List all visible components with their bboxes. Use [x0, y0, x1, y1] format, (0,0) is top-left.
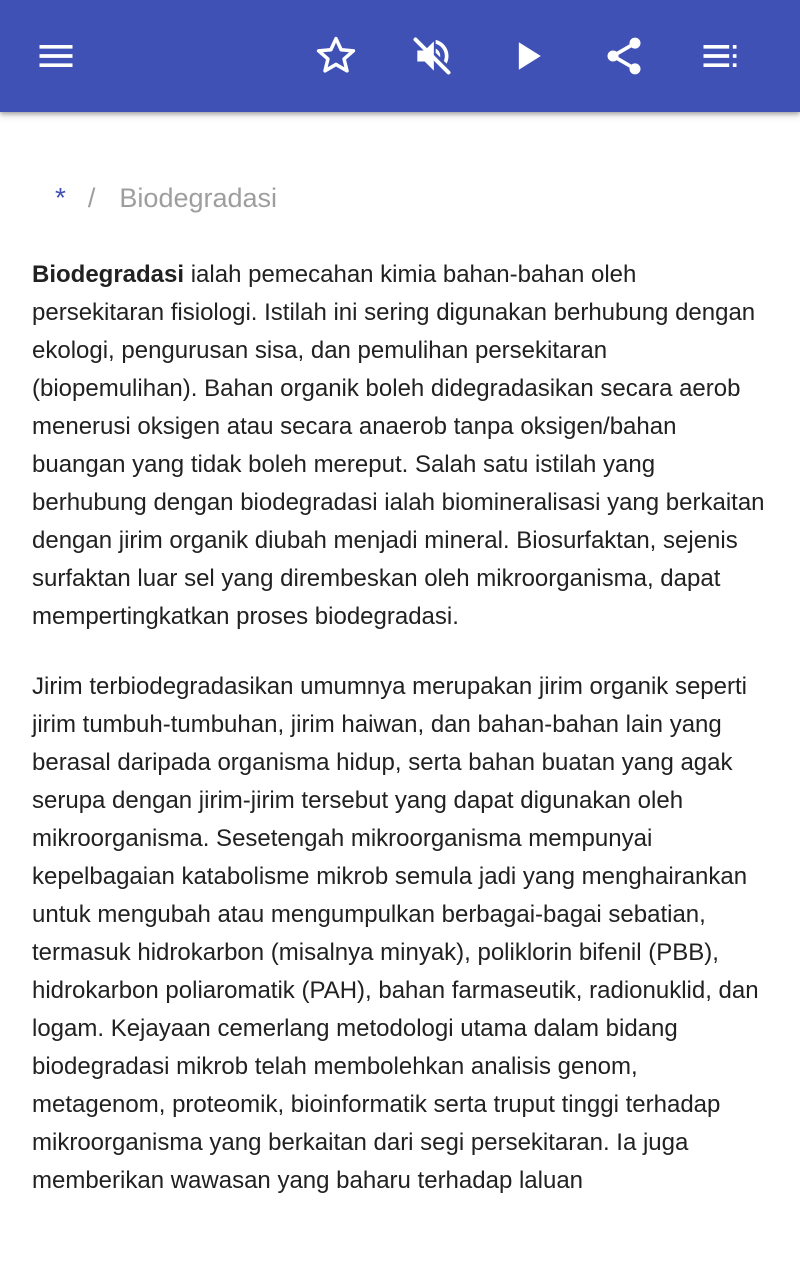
article-paragraph-text: ialah pemecahan kimia bahan-bahan oleh persekitaran fisiologi. Istilah ini sering digunakan berhubung dengan ekologi, pengurusan sisa, dan pemulihan persekitaran (biopemulihan). Bahan organik boleh didegradasikan secara aerob menerusi oksigen atau secara anaerob tanpa oksigen/bahan buangan yang tidak boleh mereput. Salah satu istilah yang berhubung dengan biodegradasi ialah biomineralisasi yang berkaitan dengan jirim organik diubah menjadi mineral. Biosurfaktan, sejenis surfaktan luar sel yang dirembeskan oleh mikroorganisma, dapat mempertingkatkan proses biodegradasi. [32, 261, 765, 630]
app-bar [0, 0, 800, 112]
star-outline-icon [314, 34, 358, 78]
share-button[interactable] [592, 24, 656, 88]
menu-button[interactable] [24, 24, 88, 88]
play-button[interactable] [496, 24, 560, 88]
article-body [32, 256, 772, 1232]
breadcrumb-current: Biodegradasi [119, 183, 278, 213]
play-icon [506, 34, 550, 78]
article-paragraph [32, 256, 772, 636]
breadcrumb [55, 180, 277, 216]
contents-button[interactable] [688, 24, 752, 88]
favorite-button[interactable] [304, 24, 368, 88]
article-term: Biodegradasi [32, 261, 185, 288]
playlist-icon [698, 34, 742, 78]
breadcrumb-root-link[interactable]: * [55, 182, 66, 213]
volume-off-icon [410, 34, 454, 78]
article-paragraph: Jirim terbiodegradasikan umumnya merupakan jirim organik seperti jirim tumbuh-tumbuhan, jirim haiwan, dan bahan-bahan lain yang berasal daripada organisma hidup, serta bahan buatan yang agak serupa dengan jirim-jirim tersebut yang dapat digunakan oleh mikroorganisma. Sesetengah mikroorganisma mempunyai kepelbagaian katabolisme mikrob semula jadi yang menghairankan untuk mengubah atau mengumpulkan berbagai-bagai sebatian, termasuk hidrokarbon (misalnya minyak), poliklorin bifenil (PBB), hidrokarbon poliaromatik (PAH), bahan farmaseutik, radionuklid, dan logam. Kejayaan cemerlang metodologi utama dalam bidang biodegradasi mikrob telah membolehkan analisis genom, metagenom, proteomik, bioinformatik serta truput tinggi terhadap mikroorganisma yang berkaitan dari segi persekitaran. Ia juga memberikan wawasan yang baharu terhadap laluan [32, 673, 759, 1194]
breadcrumb-separator: / [87, 183, 96, 213]
menu-icon [34, 34, 78, 78]
share-icon [602, 34, 646, 78]
article-content [0, 112, 800, 1280]
mute-button[interactable] [400, 24, 464, 88]
